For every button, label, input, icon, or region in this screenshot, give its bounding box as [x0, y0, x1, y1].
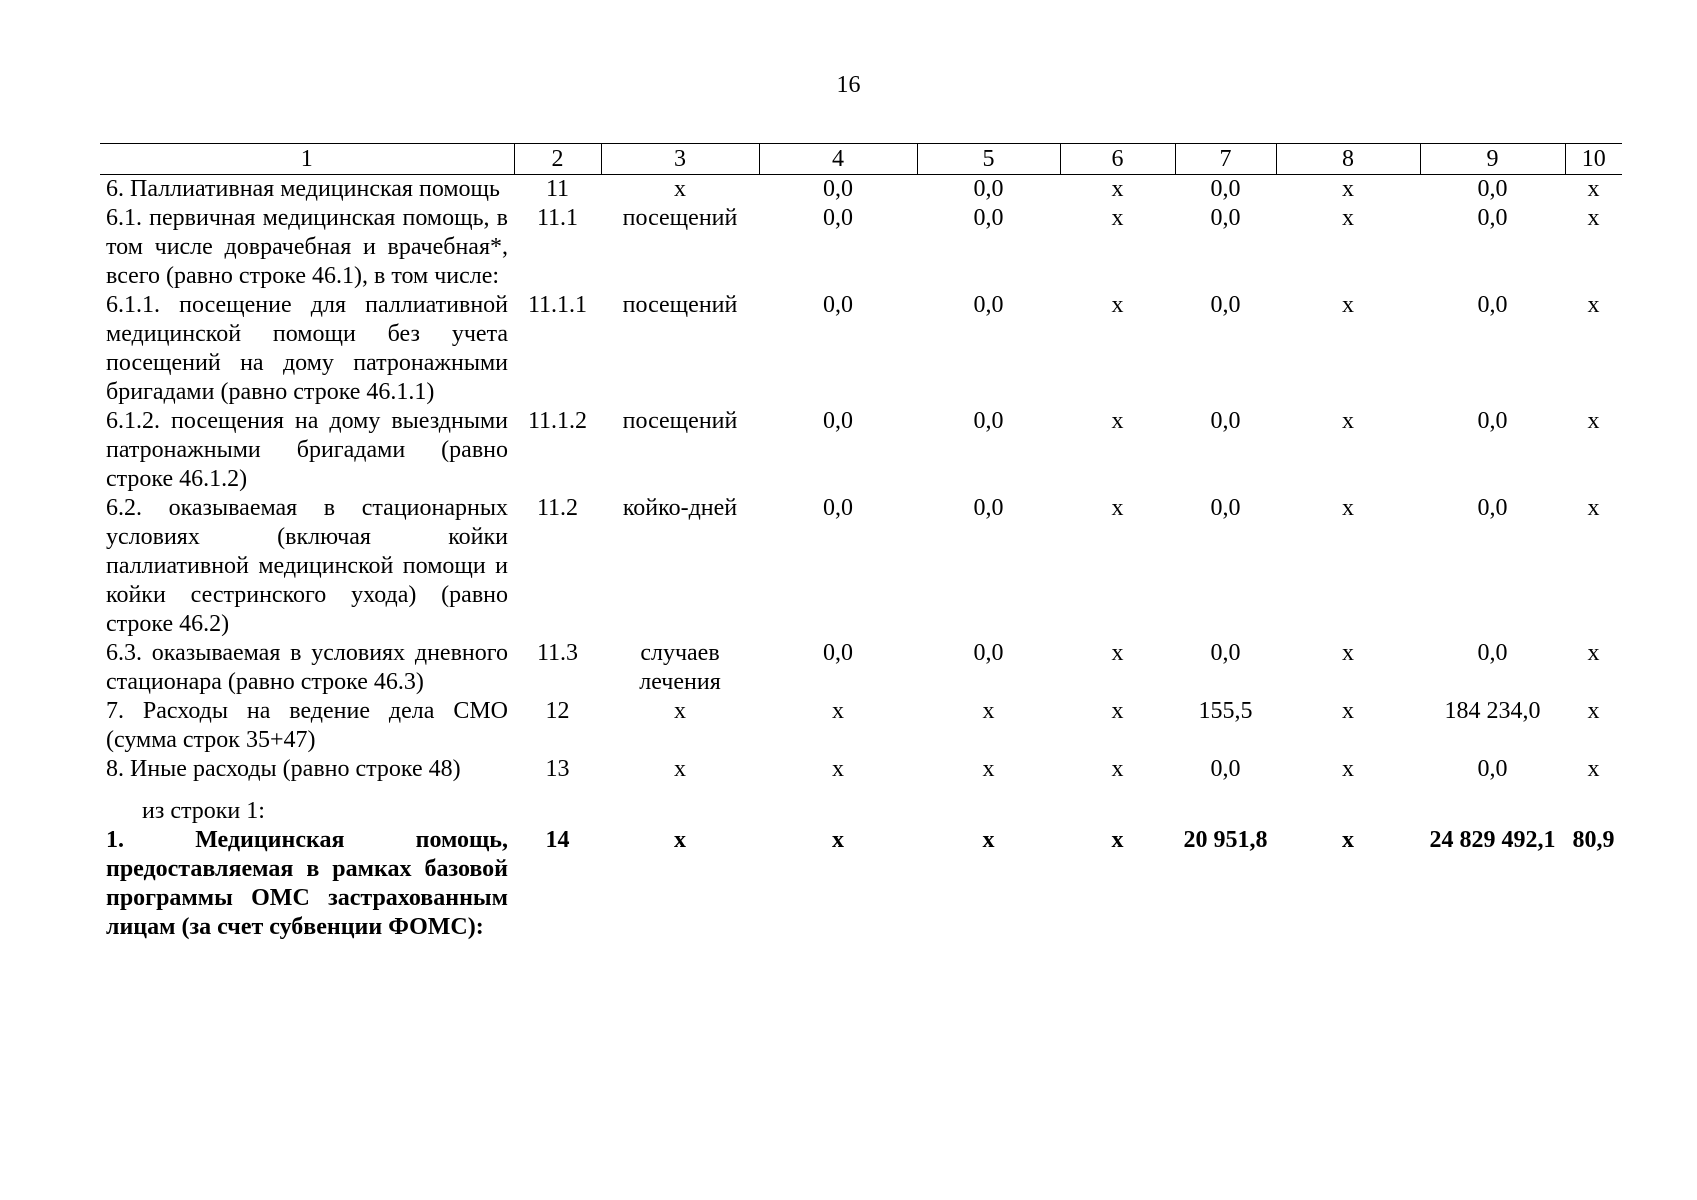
table-row [100, 204, 1622, 291]
cell-col9: 0,0 [1477, 756, 1508, 782]
section-label-text: из строки 1: [142, 798, 265, 824]
cell-col9: 184 234,0 [1444, 698, 1541, 724]
row-name: 8. Иные расходы (равно строке 48) [106, 756, 461, 782]
header-cell: 4 [759, 144, 917, 175]
table-row [100, 175, 1622, 205]
cell-col4: х [832, 827, 844, 853]
table-row [100, 291, 1622, 407]
row-name: 7. Расходы на ведение дела СМО (сумма строк 35+47) [106, 698, 508, 753]
page-number: 16 [836, 72, 861, 98]
cell-col5: 0,0 [973, 640, 1004, 666]
row-code: 11 [545, 176, 570, 202]
table-row-bold [100, 826, 1622, 942]
cell-col5: 0,0 [973, 408, 1004, 434]
cell-col7: 0,0 [1210, 292, 1241, 318]
section-spacer [514, 784, 1622, 826]
cell-col10: х [1587, 408, 1600, 434]
header-cell: 5 [917, 144, 1060, 175]
row-code: 11.1.1 [527, 292, 588, 318]
cell-col7: 20 951,8 [1183, 827, 1268, 853]
cell-col6: х [1111, 176, 1124, 202]
cell-col6: х [1111, 408, 1124, 434]
row-unit: х [674, 176, 686, 202]
cell-col10: х [1587, 176, 1600, 202]
row-unit: посещений [622, 205, 738, 231]
section-label [100, 784, 514, 826]
data-table [100, 143, 1622, 942]
cell-col8: х [1342, 408, 1354, 434]
cell-col9: 0,0 [1477, 495, 1508, 521]
row-unit: х [674, 756, 686, 782]
row-name: 6.2. оказываемая в стационарных условиях (включая койки паллиативной медицинской помощи и койки сестринского ухода) (равно строке 46.2) [106, 495, 508, 637]
cell-col10: х [1587, 495, 1600, 521]
cell-col7: 155,5 [1198, 698, 1253, 724]
cell-col8: х [1342, 827, 1354, 853]
cell-col10: х [1587, 756, 1600, 782]
cell-col6: х [1111, 698, 1124, 724]
cell-col6: х [1111, 292, 1124, 318]
row-name: 6.1.1. посещение для паллиативной медицинской помощи без учета посещений на дому патронажными бригадами (равно строке 46.1.1) [106, 292, 508, 405]
cell-col6: х [1111, 205, 1124, 231]
cell-col4: х [832, 698, 844, 724]
cell-col8: х [1342, 698, 1354, 724]
cell-col9: 0,0 [1477, 176, 1508, 202]
cell-col5: х [982, 756, 995, 782]
row-name: 6.1. первичная медицинская помощь, в том числе доврачебная и врачебная*, всего (равно строке 46.1), в том числе: [106, 205, 508, 289]
header-cell: 1 [100, 144, 514, 175]
table-row [100, 697, 1622, 755]
cell-col7: 0,0 [1210, 176, 1241, 202]
header-cell: 2 [514, 144, 601, 175]
row-name: 1. Медицинская помощь, предоставляемая в рамках базовой программы ОМС застрахованным лицам (за счет субвенции ФОМС): [106, 827, 508, 940]
row-unit: х [674, 698, 686, 724]
row-name: 6.1.2. посещения на дому выездными патронажными бригадами (равно строке 46.1.2) [106, 408, 508, 492]
row-code: 14 [545, 827, 570, 853]
table-row [100, 755, 1622, 784]
row-code: 11.1.2 [527, 408, 588, 434]
cell-col10: х [1587, 640, 1600, 666]
table-row [100, 407, 1622, 494]
cell-col6: х [1111, 640, 1124, 666]
cell-col6: х [1111, 756, 1124, 782]
cell-col9: 0,0 [1477, 640, 1508, 666]
header-cell: 8 [1276, 144, 1420, 175]
header-cell: 10 [1565, 144, 1622, 175]
cell-col10: х [1587, 292, 1600, 318]
cell-col10: 80,9 [1572, 827, 1615, 853]
row-code: 12 [545, 698, 570, 724]
table-row [100, 639, 1622, 697]
cell-col4: 0,0 [823, 292, 853, 318]
cell-col9: 24 829 492,1 [1429, 827, 1556, 853]
row-unit: посещений [622, 408, 738, 434]
section-row [100, 784, 1622, 826]
cell-col7: 0,0 [1210, 640, 1241, 666]
cell-col9: 0,0 [1477, 408, 1508, 434]
cell-col5: 0,0 [973, 495, 1004, 521]
header-cell: 3 [601, 144, 759, 175]
cell-col8: х [1342, 205, 1354, 231]
cell-col8: х [1342, 756, 1354, 782]
cell-col9: 0,0 [1477, 205, 1508, 231]
cell-col5: х [982, 827, 995, 853]
row-code: 13 [545, 756, 570, 782]
header-cell: 7 [1175, 144, 1276, 175]
cell-col8: х [1342, 495, 1354, 521]
row-code: 11.2 [536, 495, 579, 521]
cell-col4: х [832, 756, 844, 782]
cell-col10: х [1587, 205, 1600, 231]
row-name: 6.3. оказываемая в условиях дневного стационара (равно строке 46.3) [106, 640, 508, 695]
header-row [100, 144, 1622, 175]
table-row [100, 494, 1622, 639]
row-unit: койко-дней [622, 495, 738, 521]
cell-col5: 0,0 [973, 205, 1004, 231]
cell-col5: 0,0 [973, 292, 1004, 318]
cell-col8: х [1342, 176, 1354, 202]
header-cell: 9 [1420, 144, 1565, 175]
row-code: 11.1 [536, 205, 579, 231]
cell-col9: 0,0 [1477, 292, 1508, 318]
cell-col7: 0,0 [1210, 205, 1241, 231]
cell-col4: 0,0 [823, 176, 853, 202]
cell-col8: х [1342, 292, 1354, 318]
cell-col7: 0,0 [1210, 408, 1241, 434]
cell-col6: х [1111, 495, 1124, 521]
row-unit: х [674, 827, 686, 853]
row-unit: посещений [622, 292, 738, 318]
cell-col8: х [1342, 640, 1354, 666]
cell-col4: 0,0 [823, 640, 853, 666]
cell-col5: 0,0 [973, 176, 1004, 202]
cell-col6: х [1111, 827, 1124, 853]
header-cell: 6 [1060, 144, 1175, 175]
cell-col4: 0,0 [823, 495, 853, 521]
cell-col4: 0,0 [823, 205, 853, 231]
row-code: 11.3 [536, 640, 579, 666]
cell-col7: 0,0 [1210, 756, 1241, 782]
cell-col4: 0,0 [823, 408, 853, 434]
cell-col10: х [1587, 698, 1600, 724]
cell-col7: 0,0 [1210, 495, 1241, 521]
row-unit: случаев лечения [639, 640, 721, 695]
cell-col5: х [982, 698, 995, 724]
row-name: 6. Паллиативная медицинская помощь [106, 176, 500, 202]
